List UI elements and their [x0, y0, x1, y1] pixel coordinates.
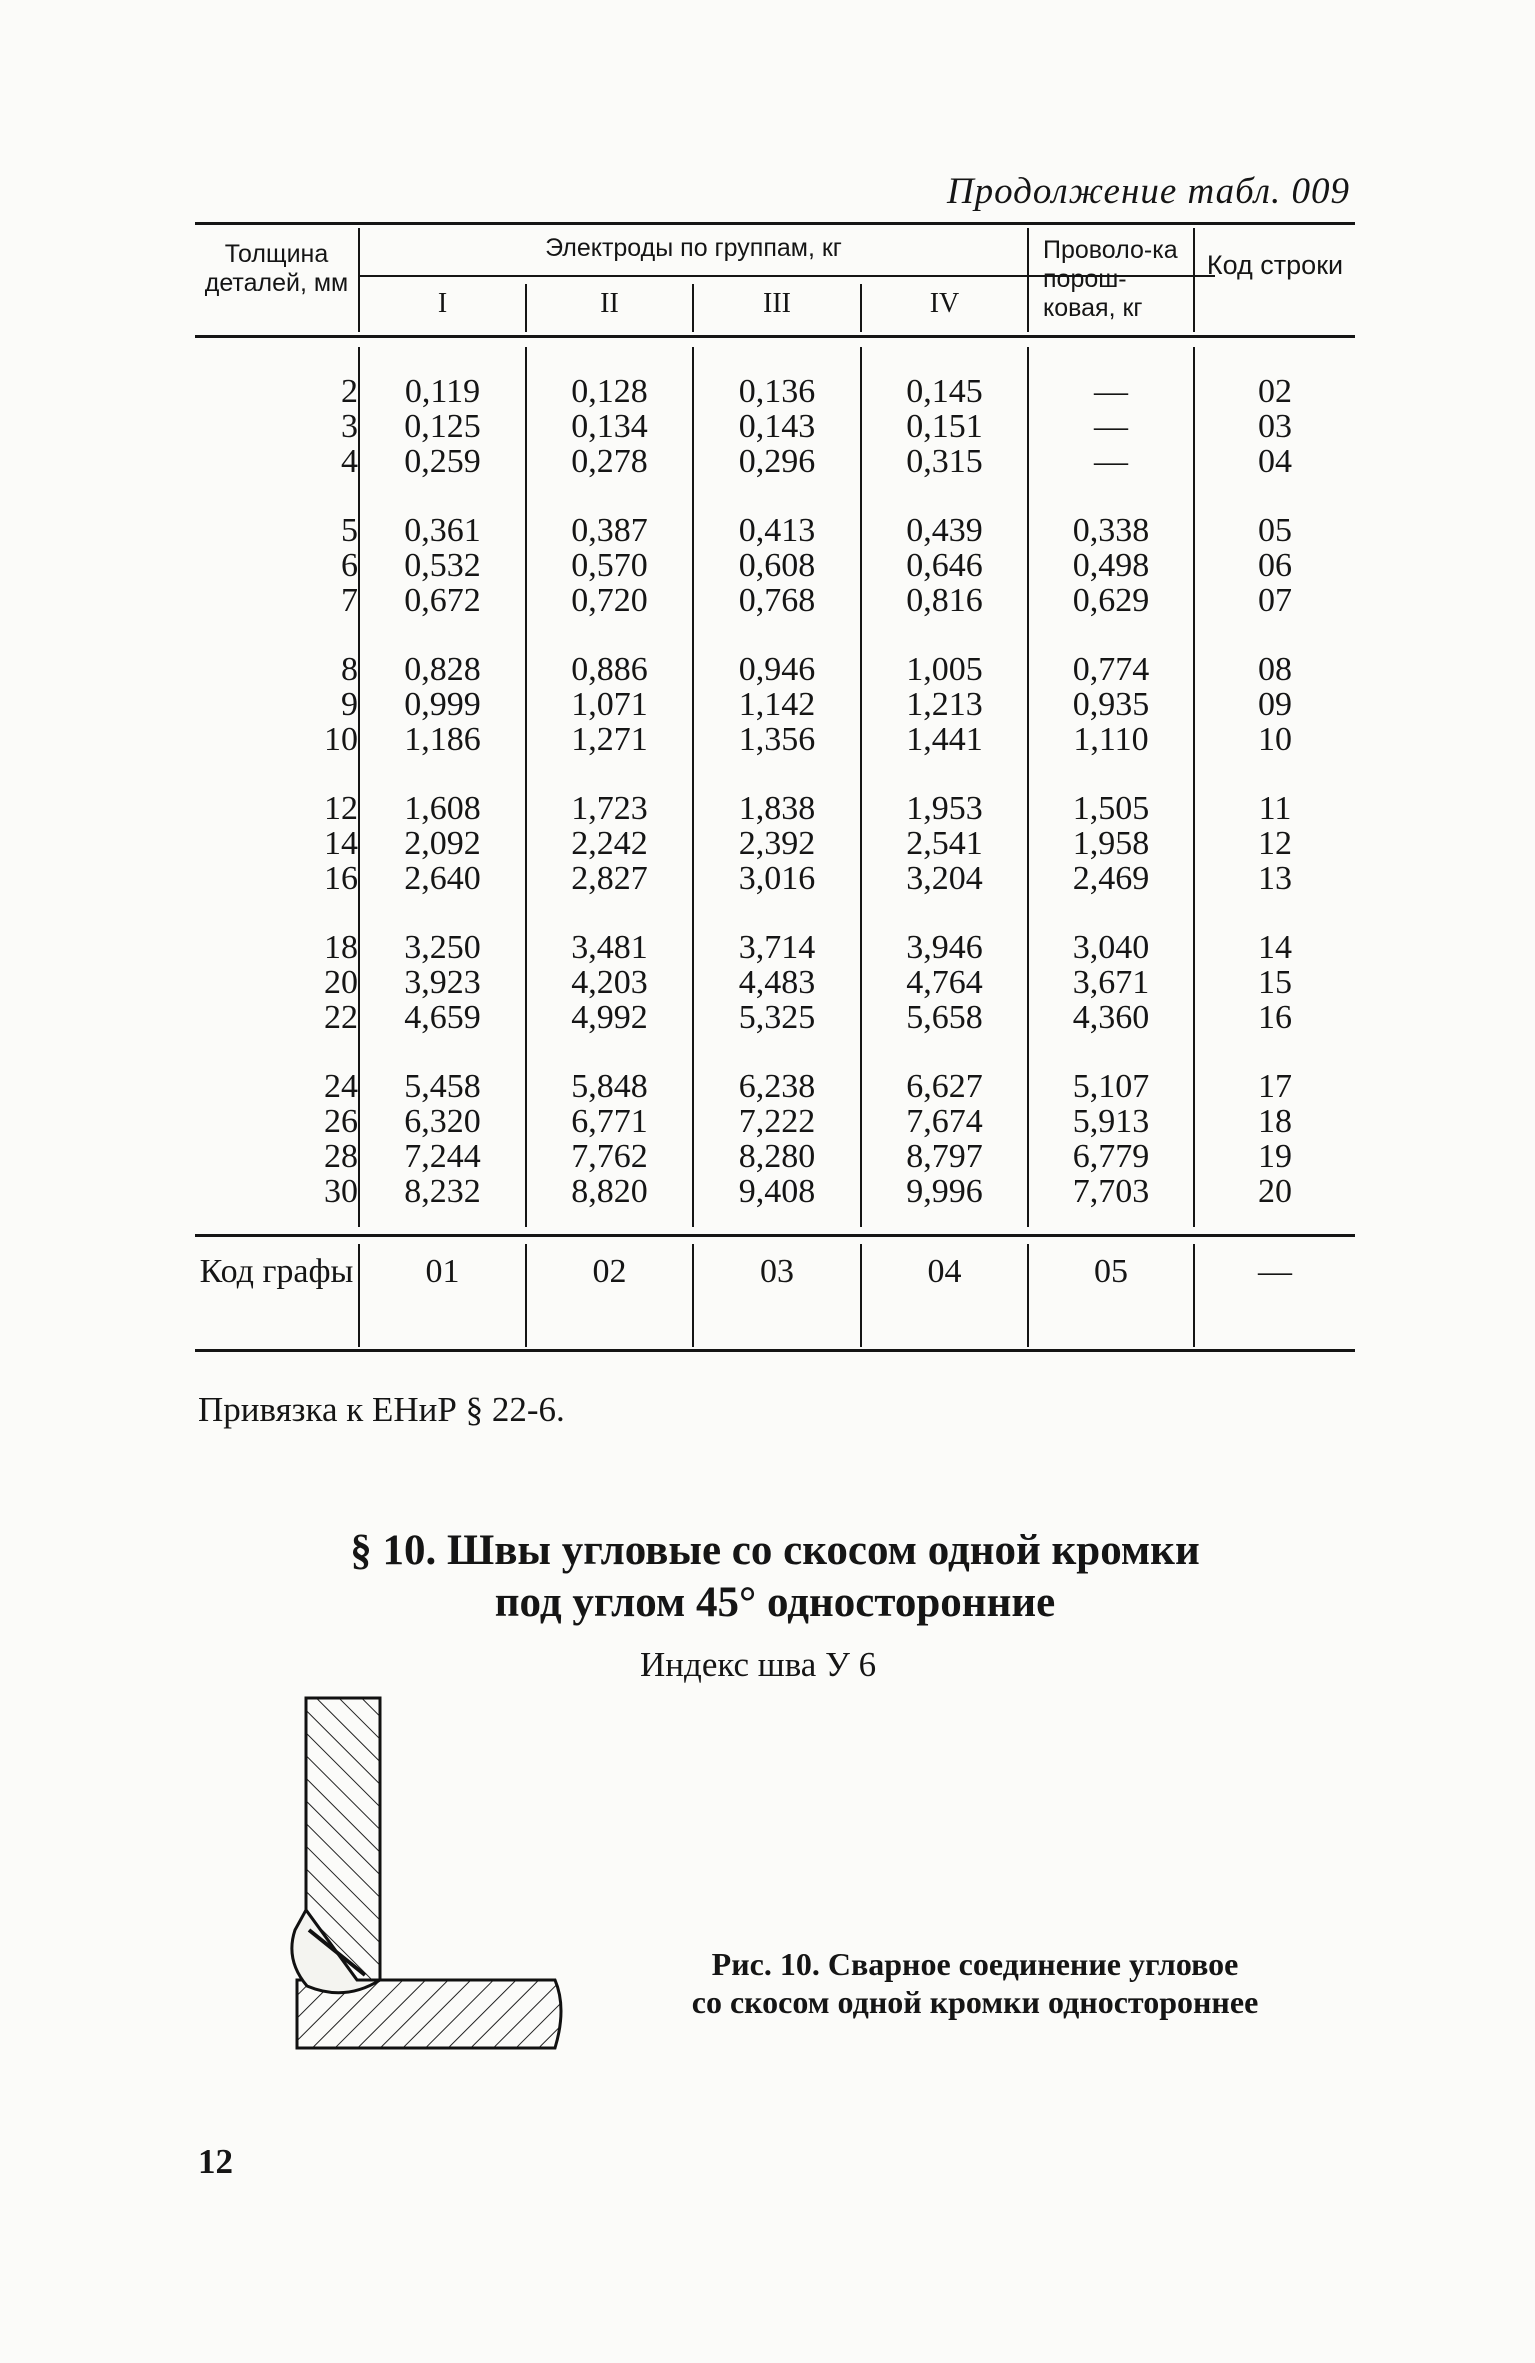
table-cell: 3,204: [906, 860, 983, 897]
page-number: 12: [198, 2142, 233, 2181]
table-cell: 1,071: [571, 686, 648, 723]
table-cell: 0,259: [404, 443, 481, 480]
table-cell: 14: [324, 825, 358, 862]
table-cell: 0,439: [906, 512, 983, 549]
table-cell: —: [1094, 408, 1128, 445]
table-cell: 9,996: [906, 1173, 983, 1210]
table-cell: 3,481: [571, 929, 648, 966]
table-cell: 0,935: [1072, 686, 1150, 723]
table-cell: 0,886: [571, 651, 648, 688]
table-cell: 8,232: [404, 1173, 481, 1210]
table-cell: 06: [1258, 547, 1292, 584]
section-title-line: под углом 45° односторонние: [494, 1579, 1056, 1626]
table-cell: 17: [1258, 1068, 1292, 1105]
table-cell: 3,923: [404, 964, 481, 1001]
table-cell: 03: [1258, 408, 1292, 445]
table-cell: 6,320: [404, 1103, 481, 1140]
table-cell: 1,005: [906, 651, 983, 688]
row-group-gap: [862, 757, 1027, 791]
row-group-gap: [694, 479, 860, 513]
table-cell: 0,828: [404, 651, 481, 688]
header-wire: Проволо-ка порош-ковая, кг: [1043, 236, 1178, 322]
table-cell: 5,658: [906, 999, 983, 1036]
table-cell: 0,361: [404, 512, 481, 549]
table-cell: 8,820: [571, 1173, 648, 1210]
table-cell: 5,325: [738, 999, 816, 1036]
table-cell: 30: [324, 1173, 358, 1210]
row-group-gap: [694, 757, 860, 791]
table-cell: 0,128: [571, 373, 648, 410]
table-cell: 2: [341, 373, 358, 410]
row-group-gap: [1195, 896, 1355, 930]
table-cell: 16: [1258, 999, 1292, 1036]
table-cell: 0,946: [738, 651, 816, 688]
section-title-line: § 10. Швы угловые со скосом одной кромки: [350, 1527, 1200, 1574]
row-group-gap: [1029, 757, 1193, 791]
table-cell: 5,458: [404, 1068, 481, 1105]
table-cell: 0,296: [738, 443, 816, 480]
figure-caption-line: со скосом одной кромки одностороннее: [691, 1984, 1259, 2020]
row-group-gap: [195, 757, 358, 791]
row-group-gap: [1195, 479, 1355, 513]
table-cell: 1,953: [906, 790, 983, 827]
row-group-gap: [862, 618, 1027, 652]
row-group-gap: [1195, 618, 1355, 652]
row-group-gap: [360, 618, 525, 652]
row-group-gap: [694, 618, 860, 652]
table-cell: 10: [324, 721, 358, 758]
table-cell: 4: [341, 443, 358, 480]
table-cell: 2,392: [738, 825, 816, 862]
table-cell: —: [1094, 443, 1128, 480]
table-cell: 1,838: [738, 790, 816, 827]
table-cell: 28: [324, 1138, 358, 1175]
table-cell: 2,541: [906, 825, 983, 862]
footer-code: —: [1258, 1253, 1292, 1290]
table-cell: 3,714: [738, 929, 816, 966]
table-cell: 2,092: [404, 825, 481, 862]
table-cell: 2,640: [404, 860, 481, 897]
column-group-2: [527, 374, 692, 1209]
table-cell: 4,203: [571, 964, 648, 1001]
table-cell: 0,143: [738, 408, 816, 445]
column-group-3: [694, 374, 860, 1209]
table-cell: 7,674: [906, 1103, 983, 1140]
footer-code: 05: [1094, 1253, 1128, 1290]
table-cell: 4,483: [738, 964, 816, 1001]
table-cell: 20: [324, 964, 358, 1001]
table-cell: 0,816: [906, 582, 983, 619]
table-cell: 02: [1258, 373, 1292, 410]
row-group-gap: [527, 618, 692, 652]
row-group-gap: [527, 479, 692, 513]
table-cell: 9: [341, 686, 358, 723]
table-cell: 3,250: [404, 929, 481, 966]
table-cell: 15: [1258, 964, 1292, 1001]
table-cell: 3,016: [738, 860, 816, 897]
row-group-gap: [862, 479, 1027, 513]
row-group-gap: [360, 757, 525, 791]
table-cell: 14: [1258, 929, 1292, 966]
table-cell: 0,413: [738, 512, 816, 549]
table-cell: 6,771: [571, 1103, 648, 1140]
header-thickness: Толщина деталей, мм: [204, 240, 349, 297]
row-group-gap: [1195, 757, 1355, 791]
table-cell: 0,570: [571, 547, 648, 584]
table-cell: 0,768: [738, 582, 816, 619]
table-cell: 6,779: [1072, 1138, 1150, 1175]
table-cell: 22: [324, 999, 358, 1036]
table-cell: 8: [341, 651, 358, 688]
table-continuation-label: Продолжение табл. 009: [946, 171, 1350, 212]
header-group-1: I: [437, 288, 448, 319]
table-cell: 5,107: [1072, 1068, 1150, 1105]
header-electrodes-group: Электроды по группам, кг: [545, 234, 842, 262]
table-cell: 7,762: [571, 1138, 648, 1175]
row-group-gap: [1029, 479, 1193, 513]
row-group-gap: [527, 1035, 692, 1069]
body-bottom-rule: [195, 1234, 1355, 1237]
table-cell: 3,946: [906, 929, 983, 966]
column-row-code: [1195, 374, 1355, 1209]
row-group-gap: [527, 757, 692, 791]
table-cell: 0,629: [1072, 582, 1150, 619]
table-cell: 5,848: [571, 1068, 648, 1105]
header-bottom-rule: [195, 335, 1355, 338]
table-cell: 0,125: [404, 408, 481, 445]
table-cell: 0,999: [404, 686, 481, 723]
table-cell: 0,608: [738, 547, 816, 584]
table-cell: 05: [1258, 512, 1292, 549]
weld-joint-figure: [285, 1690, 585, 2070]
table-cell: 0,315: [906, 443, 983, 480]
table-cell: 24: [324, 1068, 358, 1105]
table-cell: 8,280: [738, 1138, 816, 1175]
row-group-gap: [694, 896, 860, 930]
footer-code: 02: [592, 1253, 627, 1290]
header-row-code: Код строки: [1206, 250, 1344, 280]
figure-caption-line: Рис. 10. Сварное соединение угловое: [711, 1946, 1239, 1982]
column-group-4: [862, 374, 1027, 1209]
footer-code: 03: [760, 1253, 794, 1290]
table-cell: 1,958: [1072, 825, 1150, 862]
table-cell: 0,720: [571, 582, 648, 619]
row-group-gap: [527, 896, 692, 930]
table-cell: 7: [341, 582, 358, 619]
table-cell: 04: [1258, 443, 1292, 480]
row-group-gap: [862, 896, 1027, 930]
row-group-gap: [360, 1035, 525, 1069]
table-cell: 0,646: [906, 547, 983, 584]
figure-caption: [650, 1945, 1300, 2021]
table-cell: 4,764: [906, 964, 983, 1001]
table-cell: 1,110: [1073, 721, 1149, 758]
table-cell: 0,119: [404, 373, 481, 410]
row-group-gap: [1195, 1035, 1355, 1069]
row-group-gap: [195, 896, 358, 930]
row-group-gap: [862, 1035, 1027, 1069]
row-group-gap: [360, 896, 525, 930]
data-table: [195, 222, 1355, 1352]
table-cell: 2,242: [571, 825, 648, 862]
table-cell: 09: [1258, 686, 1292, 723]
table-cell: 08: [1258, 651, 1292, 688]
table-cell: 1,608: [404, 790, 481, 827]
table-cell: 6,627: [906, 1068, 983, 1105]
table-cell: 0,278: [571, 443, 648, 480]
table-cell: 20: [1258, 1173, 1292, 1210]
row-group-gap: [694, 1035, 860, 1069]
header-group-3: III: [763, 288, 791, 319]
table-cell: 5: [341, 512, 358, 549]
row-group-gap: [195, 1035, 358, 1069]
table-bottom-rule: [195, 1349, 1355, 1352]
table-cell: 3,040: [1072, 929, 1150, 966]
table-cell: 6,238: [738, 1068, 816, 1105]
table-cell: 0,338: [1072, 512, 1150, 549]
table-cell: 1,356: [738, 721, 816, 758]
row-group-gap: [195, 479, 358, 513]
row-group-gap: [195, 618, 358, 652]
table-cell: 7,703: [1072, 1173, 1150, 1210]
footer-label: Код графы: [199, 1253, 354, 1290]
table-cell: 4,659: [404, 999, 481, 1036]
table-cell: 26: [324, 1103, 358, 1140]
table-cell: 07: [1258, 582, 1292, 619]
footer-code: 01: [425, 1253, 460, 1290]
table-cell: 18: [324, 929, 358, 966]
table-cell: 0,151: [906, 408, 983, 445]
table-cell: 7,222: [738, 1103, 816, 1140]
table-cell: 4,992: [571, 999, 648, 1036]
table-cell: 3,671: [1072, 964, 1150, 1001]
column-wire: [1029, 374, 1193, 1209]
table-cell: 0,532: [404, 547, 481, 584]
seam-index: Индекс шва У 6: [640, 1645, 877, 1684]
table-cell: 11: [1258, 790, 1292, 827]
header-group-4: IV: [929, 288, 960, 319]
footer-code: 04: [927, 1253, 962, 1290]
table-cell: 0,134: [571, 408, 648, 445]
table-cell: —: [1094, 373, 1128, 410]
table-cell: 1,186: [404, 721, 481, 758]
table-cell: 0,387: [571, 512, 648, 549]
table-cell: 16: [324, 860, 358, 897]
table-cell: 4,360: [1072, 999, 1150, 1036]
table-cell: 2,827: [571, 860, 648, 897]
table-top-rule: [195, 222, 1355, 225]
row-group-gap: [1029, 1035, 1193, 1069]
table-cell: 6: [341, 547, 358, 584]
header-group-2: II: [600, 288, 619, 319]
column-group-1: [360, 374, 525, 1209]
table-cell: 0,136: [738, 373, 816, 410]
table-cell: 18: [1258, 1103, 1292, 1140]
table-cell: 12: [324, 790, 358, 827]
table-cell: 1,271: [571, 721, 648, 758]
table-cell: 8,797: [906, 1138, 983, 1175]
row-group-gap: [1029, 618, 1193, 652]
table-cell: 2,469: [1072, 860, 1150, 897]
table-cell: 1,723: [571, 790, 648, 827]
row-group-gap: [1029, 896, 1193, 930]
table-cell: 0,145: [906, 373, 983, 410]
table-cell: 3: [341, 408, 358, 445]
table-cell: 0,672: [404, 582, 481, 619]
table-cell: 19: [1258, 1138, 1292, 1175]
table-cell: 0,498: [1072, 547, 1150, 584]
table-cell: 12: [1258, 825, 1292, 862]
table-cell: 0,774: [1072, 651, 1150, 688]
row-group-gap: [360, 479, 525, 513]
section-title: [200, 1525, 1350, 1629]
table-cell: 9,408: [738, 1173, 816, 1210]
column-thickness: [195, 374, 358, 1209]
table-cell: 5,913: [1072, 1103, 1150, 1140]
col-divider: [1027, 228, 1029, 332]
reference-note: Привязка к ЕНиР § 22-6.: [198, 1390, 565, 1429]
table-cell: 13: [1258, 860, 1292, 897]
table-cell: 1,213: [906, 686, 983, 723]
table-cell: 10: [1258, 721, 1292, 758]
table-cell: 1,441: [906, 721, 983, 758]
table-cell: 7,244: [404, 1138, 481, 1175]
table-cell: 1,505: [1072, 790, 1150, 827]
table-cell: 1,142: [738, 686, 816, 723]
